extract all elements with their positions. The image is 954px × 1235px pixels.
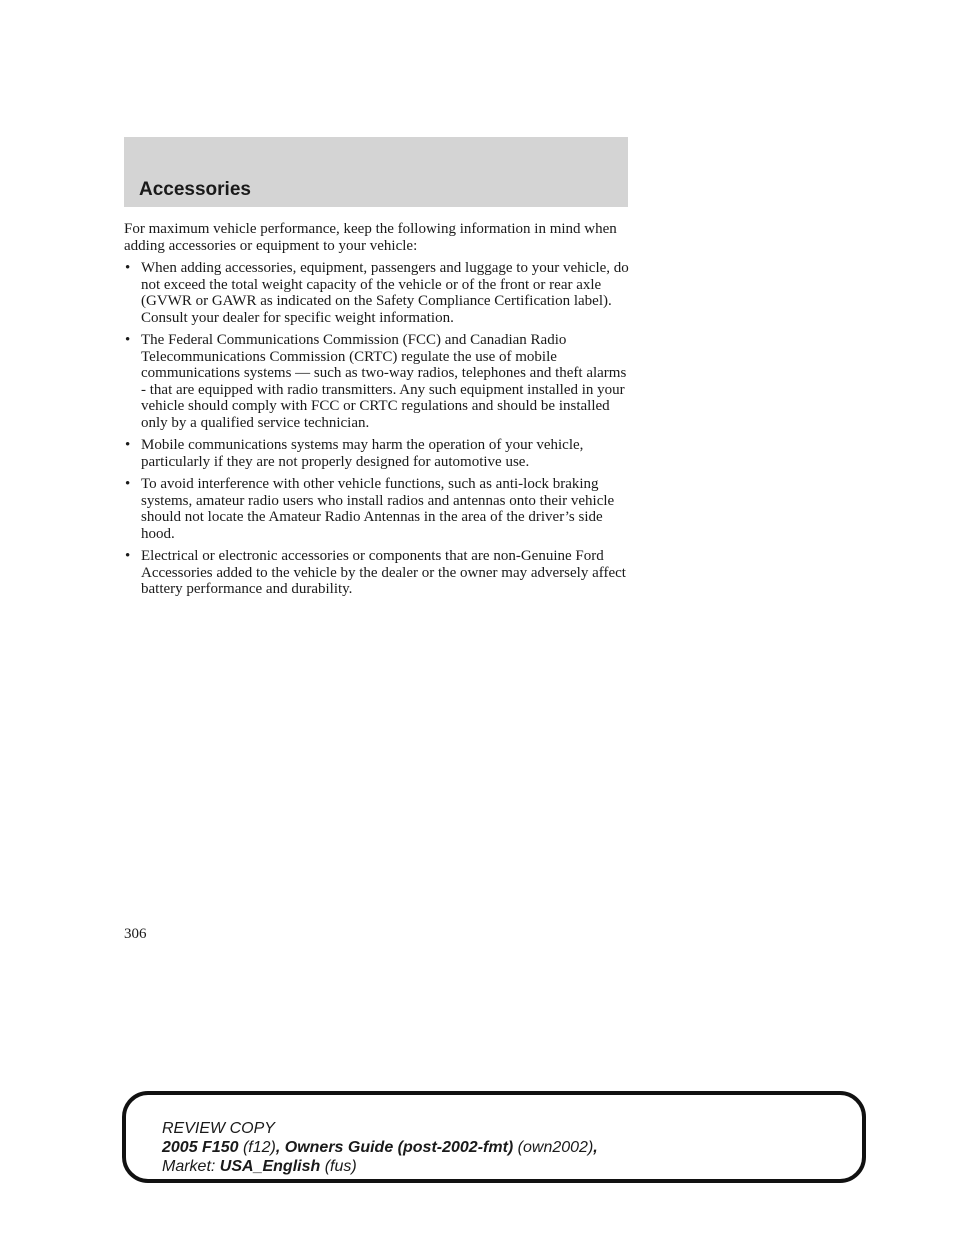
footer-market-line — [162, 1157, 598, 1176]
bullet-item — [124, 437, 630, 470]
market-code: (fus) — [320, 1158, 357, 1175]
bullet-list — [124, 260, 630, 598]
section-header-bar — [124, 137, 628, 207]
page-number: 306 — [124, 926, 147, 942]
review-copy-footer — [122, 1091, 866, 1183]
market-label: Market: — [162, 1158, 220, 1175]
bullet-text: The Federal Communications Commission (FCC) and Canadian Radio Telecommunications Commission (CRTC) regulate the use of mobile communications systems — such as two-way radios, telephones and theft alarms - that are equipped with radio transmitters. Any such equipment installed in your vehicle should comply with FCC or CRTC regulations and should be installed only by a qualified service technician. — [141, 332, 627, 431]
bullet-item — [124, 476, 630, 542]
footer-text — [162, 1119, 598, 1176]
bullet-text: When adding accessories, equipment, passengers and luggage to your vehicle, do not exceed the total weight capacity of the vehicle or of the front or rear axle (GVWR or GAWR as indicated on the Safety Compliance Certification label). Consult your dealer for specific weight information. — [141, 260, 629, 326]
bullet-text: To avoid interference with other vehicle functions, such as anti-lock braking systems, amateur radio users who install radios and antennas onto their vehicle should not locate the Amateur Radio Antennas in the area of the driver’s side hood. — [141, 476, 615, 542]
bullet-item — [124, 332, 630, 431]
guide-name: Owners Guide (post-2002-fmt) — [284, 1139, 514, 1156]
bullet-icon: • — [125, 437, 131, 453]
bullet-item — [124, 548, 630, 598]
bullet-text: Mobile communications systems may harm the operation of your vehicle, particularly if they are not properly designed for automotive use. — [141, 437, 584, 470]
bullet-icon: • — [125, 332, 131, 348]
body-content — [124, 221, 630, 604]
model-name: 2005 F150 — [162, 1139, 239, 1156]
section-title: Accessories — [139, 179, 251, 200]
bullet-text: Electrical or electronic accessories or components that are non-Genuine Ford Accessories added to the vehicle by the dealer or the owner may adversely affect battery performance and durability. — [141, 548, 626, 597]
intro-paragraph: For maximum vehicle performance, keep the following information in mind when adding accessories or equipment to your vehicle: — [124, 221, 617, 254]
model-code: (f12) — [238, 1139, 276, 1156]
separator: , — [593, 1139, 598, 1156]
market-name: USA_English — [219, 1158, 321, 1175]
footer-model-line — [162, 1138, 598, 1157]
separator: , — [275, 1139, 285, 1156]
bullet-icon: • — [125, 548, 131, 564]
bullet-icon: • — [125, 476, 131, 492]
guide-code: (own2002) — [513, 1139, 594, 1156]
bullet-icon: • — [125, 260, 131, 276]
review-copy-label: REVIEW COPY — [162, 1120, 275, 1137]
bullet-item — [124, 260, 630, 326]
